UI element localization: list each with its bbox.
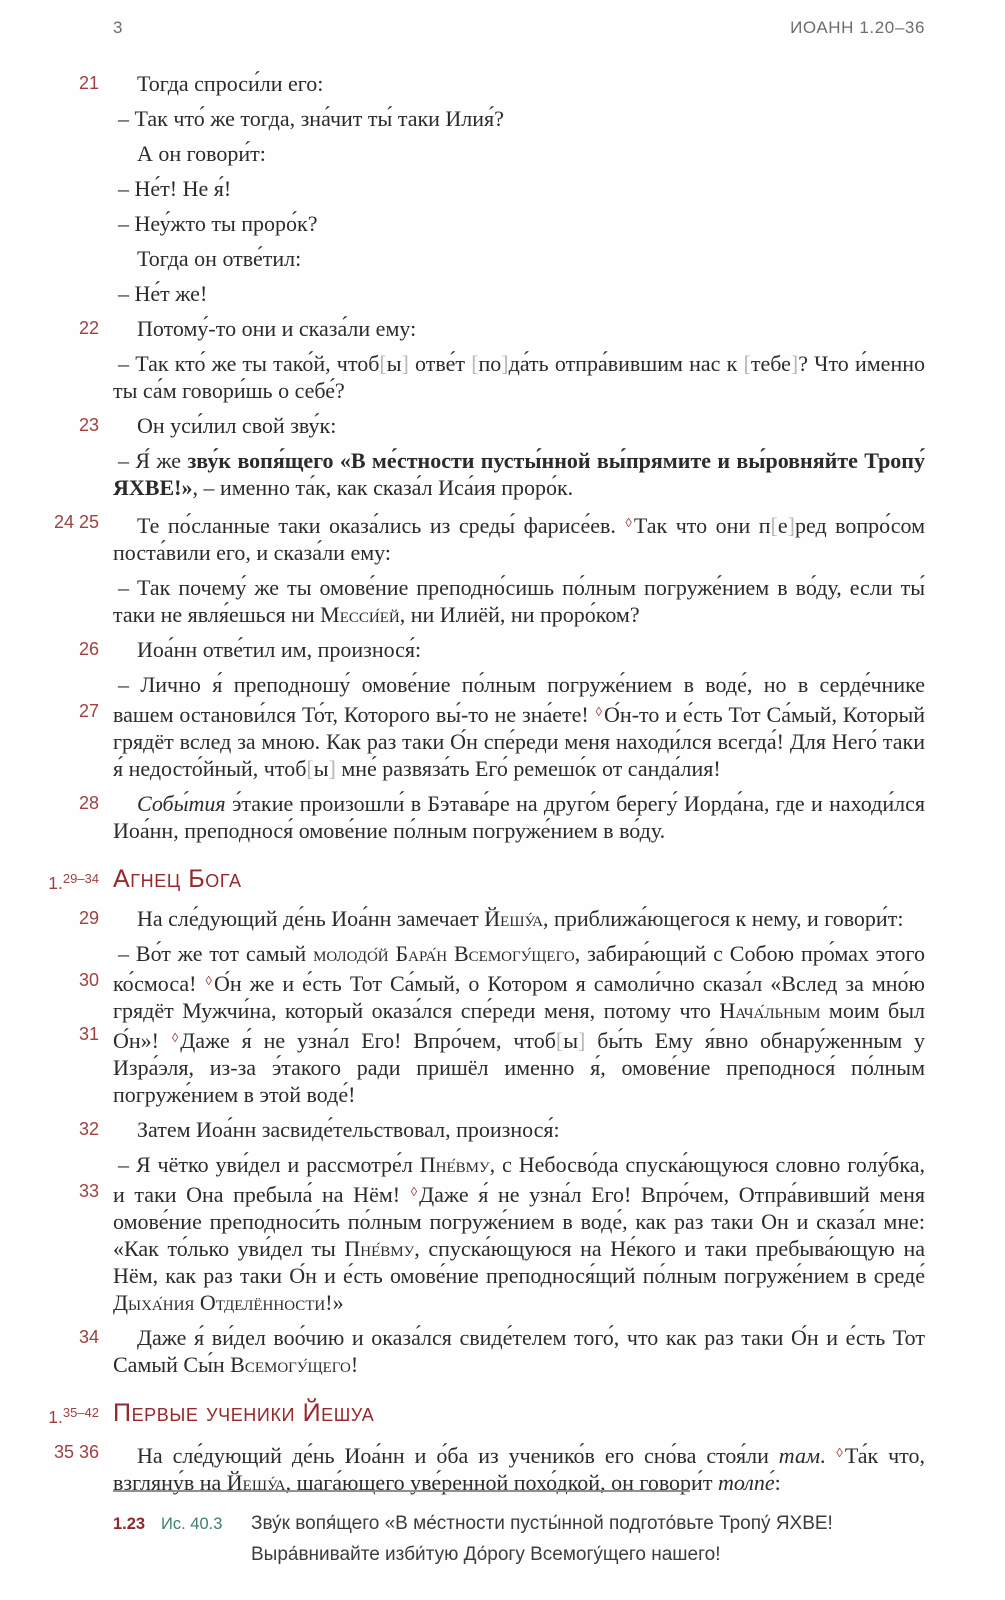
text-segment: , – именно та́к, как сказа́л Иса́ия проро́к. (192, 475, 574, 500)
text-segment: Пне́вму (419, 1152, 490, 1177)
text-segment: отве́т (408, 351, 472, 376)
verse-number: 24 25 (53, 512, 99, 532)
running-title: ИОАНН 1.20–36 (790, 18, 925, 37)
text-segment: – Я́ же (118, 448, 188, 473)
inserted-word: е (777, 513, 788, 538)
text-block (48, 62, 926, 1504)
text-segment: моим был О́н»! (113, 998, 925, 1053)
text-segment: Йешу́а (484, 906, 544, 931)
section-ref-chapter: 1. (48, 1407, 63, 1427)
section-ref-verses: 35–42 (62, 1405, 99, 1420)
text-segment: – Неу́жто ты проро́к? (118, 211, 318, 236)
footnote-separator (113, 1490, 690, 1492)
text-segment: Собы́тия (137, 791, 226, 816)
verse-paragraph (78, 905, 925, 932)
text-segment: Всемогу́щего (230, 1352, 351, 1377)
text-segment: , приближа́ющегося к нему, и говори́т: (543, 906, 904, 931)
gray-bracket: [ (555, 1028, 564, 1053)
text-segment: Нача́льным (719, 998, 821, 1023)
gray-bracket: ] (578, 1028, 586, 1053)
text-segment: там (778, 1443, 820, 1468)
text-segment: ред вопро́сом поста́вили его, и сказа́ли ему: (113, 513, 926, 565)
footnotes (113, 1490, 925, 1570)
text-segment: да́ть отпра́вившим нас к (508, 351, 744, 376)
verse-paragraph (78, 1116, 925, 1143)
text-segment: А он говори́т: (137, 141, 266, 166)
text-segment: Тогда спроси́ли его: (137, 71, 324, 96)
gray-bracket: [ (471, 351, 479, 376)
text-segment: , ни Илиёй, ни проро́ком? (399, 602, 640, 627)
gray-bracket: ] (501, 351, 509, 376)
text-segment: Дыха́ния Отделённости (113, 1290, 326, 1315)
text-segment: Иоа́нн отве́тил им, произнося́: (137, 637, 422, 662)
running-head (113, 18, 925, 38)
text-segment: – Не́т! Не я́! (118, 176, 232, 201)
verse-paragraph (78, 1151, 925, 1316)
verse-paragraph (78, 790, 925, 844)
text-segment: – Так почему́ же ты омове́ние преподно́сишь по́лным погруже́нием в во́ду, если ты́ таки не явля́ешься ни (113, 575, 925, 627)
text-segment: – Во́т же тот самый (118, 941, 314, 966)
text-segment: Та́к что, взгляну́в на (113, 1443, 925, 1495)
text-segment: Тогда он отве́тил: (137, 246, 302, 271)
text-segment: зву́к вопя́щего «В ме́стности пусты́нной вы́прямите и вы́ровняйте Тропу́ ЯХВЕ!» (113, 448, 925, 500)
verse-paragraph (113, 210, 925, 237)
text-segment: О́н-то и е́сть Тот Са́мый, Который грядёт вслед за мною. Как раз таки О́н спе́реди меня находи́лся всегда́! Для Него́ таки я́ недосто́йный, чтоб (113, 702, 926, 781)
verse-number: 27 (78, 701, 99, 721)
gray-bracket: [ (770, 513, 778, 538)
verse-number: 29 (78, 908, 99, 928)
text-segment: молодо́й Бара́н Всемогу́щего (313, 941, 575, 966)
text-segment: , с Небосво́да спуска́ющуюся словно голу́бка, и таки Она пребыла́ на Нём! (113, 1152, 925, 1207)
gray-bracket: ] (328, 756, 336, 781)
verse-paragraph (113, 175, 925, 202)
verse-paragraph (78, 315, 925, 342)
footnote-text: Зву́к вопя́щего «В ме́стности пусты́нной подгото́вьте Тропу́ ЯХВЕ! Выра́внивайте изби́тую До́рогу Всемогу́щего нашего! (251, 1513, 833, 1565)
text-segment: На сле́дующий де́нь Иоа́нн и о́ба из ученико́в его сно́ва стоя́ли (137, 1443, 779, 1468)
text-segment: Даже я́ ви́дел воо́чию и оказа́лся свиде́телем того́, что как раз таки О́н и е́сть Тот Самый Сы́н (113, 1325, 925, 1377)
text-segment: На сле́дующий де́нь Иоа́нн замечает (137, 906, 485, 931)
verse-paragraph (113, 105, 925, 132)
section-heading-text: Первые ученики Йешуа (113, 1399, 375, 1427)
gray-bracket: ] (787, 513, 795, 538)
inserted-word: тебе (750, 351, 791, 376)
verse-paragraph (78, 671, 926, 782)
gray-bracket: ] (790, 351, 799, 376)
footnote-source-ref: Ис. 40.3 (161, 1515, 223, 1533)
section-ref-chapter: 1. (48, 873, 63, 893)
gray-bracket: [ (743, 351, 751, 376)
verse-number: 26 (78, 639, 99, 659)
verse-paragraph (78, 412, 925, 439)
text-segment: Он уси́лил свой зву́к: (137, 413, 337, 438)
text-segment: О́н же и е́сть Тот Са́мый, о Котором я самоли́чно сказа́л «Вслед за мно́ю грядёт Мужчи́на, который оказа́лся спе́реди меня, потому что (113, 971, 925, 1023)
text-segment: Потому́-то они и сказа́ли ему: (137, 316, 417, 341)
verse-number: 22 (78, 318, 99, 338)
inserted-word: ы (313, 756, 329, 781)
text-segment: Пне́вму (344, 1236, 415, 1261)
verse-paragraph (113, 280, 925, 307)
verse-paragraph (53, 509, 926, 566)
text-segment: э́такие произошли́ в Бэтава́ре на друго́м берегу́ Иорда́на, где и находи́лся Иоа́нн, преподнося́ омове́ние по́лным погруже́нием в во́ду. (113, 791, 925, 843)
verse-number: 33 (78, 1181, 99, 1201)
text-segment: , шага́ющего уве́ренной похо́дкой, он говори́т (285, 1470, 718, 1495)
page-number: 3 (113, 18, 124, 37)
verse-paragraph (78, 636, 925, 663)
text-segment: , забира́ющий с Собою про́мах этого ко́смоса! (113, 941, 925, 996)
footnote (113, 1508, 925, 1570)
text-segment: : (774, 1470, 781, 1495)
gray-bracket: [ (306, 756, 314, 781)
footnote-verse-ref: 1.23 (113, 1515, 146, 1533)
diamond-verse-marker: ◊ (625, 515, 632, 530)
section-heading-text: Агнец Бога (113, 865, 242, 893)
inserted-word: ы (386, 351, 402, 376)
text-segment: – Лично я́ преподношу́ омове́ние по́лным погруже́нием в воде́, но в серде́чнике вашем останови́лся То́т, Которого вы́-то не зна́ете! (113, 672, 925, 727)
text-segment: Месси́ей (320, 602, 400, 627)
text-segment: – Так что́ же тогда, зна́чит ты́ таки Илия́? (118, 106, 504, 131)
section-heading (48, 1399, 925, 1427)
section-ref (19, 1399, 99, 1431)
verse-number: 34 (78, 1327, 99, 1347)
inserted-word: ы (563, 1028, 579, 1053)
text-segment: – Я чётко уви́дел и рассмотре́л (118, 1152, 420, 1177)
verse-number: 35 36 (53, 1442, 99, 1462)
verse-paragraph (113, 350, 925, 404)
text-segment: ! (350, 1352, 359, 1377)
text-segment: мне́ развяза́ть Его́ ремешо́к от санда́лия! (335, 756, 721, 781)
verse-paragraph (78, 70, 925, 97)
section-heading (48, 865, 925, 893)
text-segment: ? Что и́менно ты са́м говори́шь о себе́? (113, 351, 925, 403)
verse-paragraph (113, 140, 925, 167)
text-segment: Те по́сланные таки оказа́лись из среды́ фарисе́ев. (137, 513, 625, 538)
text-segment: Даже я́ не узна́л Его! Впро́чем, чтоб (180, 1028, 556, 1053)
verse-paragraph (113, 245, 925, 272)
text-segment: . (819, 1443, 836, 1468)
verse-number: 32 (78, 1119, 99, 1139)
verse-paragraph (78, 940, 925, 1108)
verse-number: 31 (78, 1024, 99, 1044)
diamond-verse-marker: ◊ (595, 704, 603, 719)
text-segment: Йешу́а (226, 1470, 286, 1495)
text-segment: Так что они п (633, 513, 771, 538)
verse-number: 28 (78, 793, 99, 813)
gray-bracket: ] (401, 351, 409, 376)
verse-paragraph (78, 1324, 925, 1378)
diamond-verse-marker: ◊ (410, 1184, 418, 1199)
diamond-verse-marker: ◊ (171, 1030, 179, 1045)
text-segment: толпе́ (717, 1470, 775, 1495)
text-segment: !» (325, 1290, 344, 1315)
verse-paragraph (113, 447, 925, 501)
gray-bracket: [ (379, 351, 387, 376)
section-ref-verses: 29–34 (62, 871, 99, 886)
diamond-verse-marker: ◊ (836, 1445, 843, 1460)
inserted-word: по (478, 351, 502, 376)
text-segment: бы́ть Ему я́вно обнару́женным у Изра́эля, из-за э́такого ради пришёл именно я́, омове́ние преподнося́ по́лным погруже́нием в этой воде́! (113, 1028, 925, 1107)
verse-number: 21 (78, 73, 99, 93)
text-segment: – Так кто́ же ты тако́й, чтоб (118, 351, 380, 376)
verse-number: 30 (78, 970, 99, 990)
diamond-verse-marker: ◊ (205, 973, 212, 988)
text-segment: , спуска́ющуюся на Не́кого и таки пребыва́ющую на Нём, как раз таки О́н и е́сть омове́ние преподнося́щий по́лным погруже́нием в среде́ (113, 1236, 925, 1288)
text-segment: – Не́т же! (118, 281, 208, 306)
verse-number: 23 (78, 415, 99, 435)
section-ref (19, 865, 99, 897)
verse-paragraph (53, 1439, 925, 1496)
verse-paragraph (113, 574, 925, 628)
text-segment: Даже я́ не узна́л Его! Впро́чем, Отпра́вивший меня омове́ние преподноси́ть по́лным погруже́нием в воде́, как раз таки Он и сказа́л мне: «Как то́лько уви́дел ты (113, 1182, 925, 1261)
text-segment: Затем Иоа́нн засвиде́тельствовал, произнося́: (137, 1117, 560, 1142)
